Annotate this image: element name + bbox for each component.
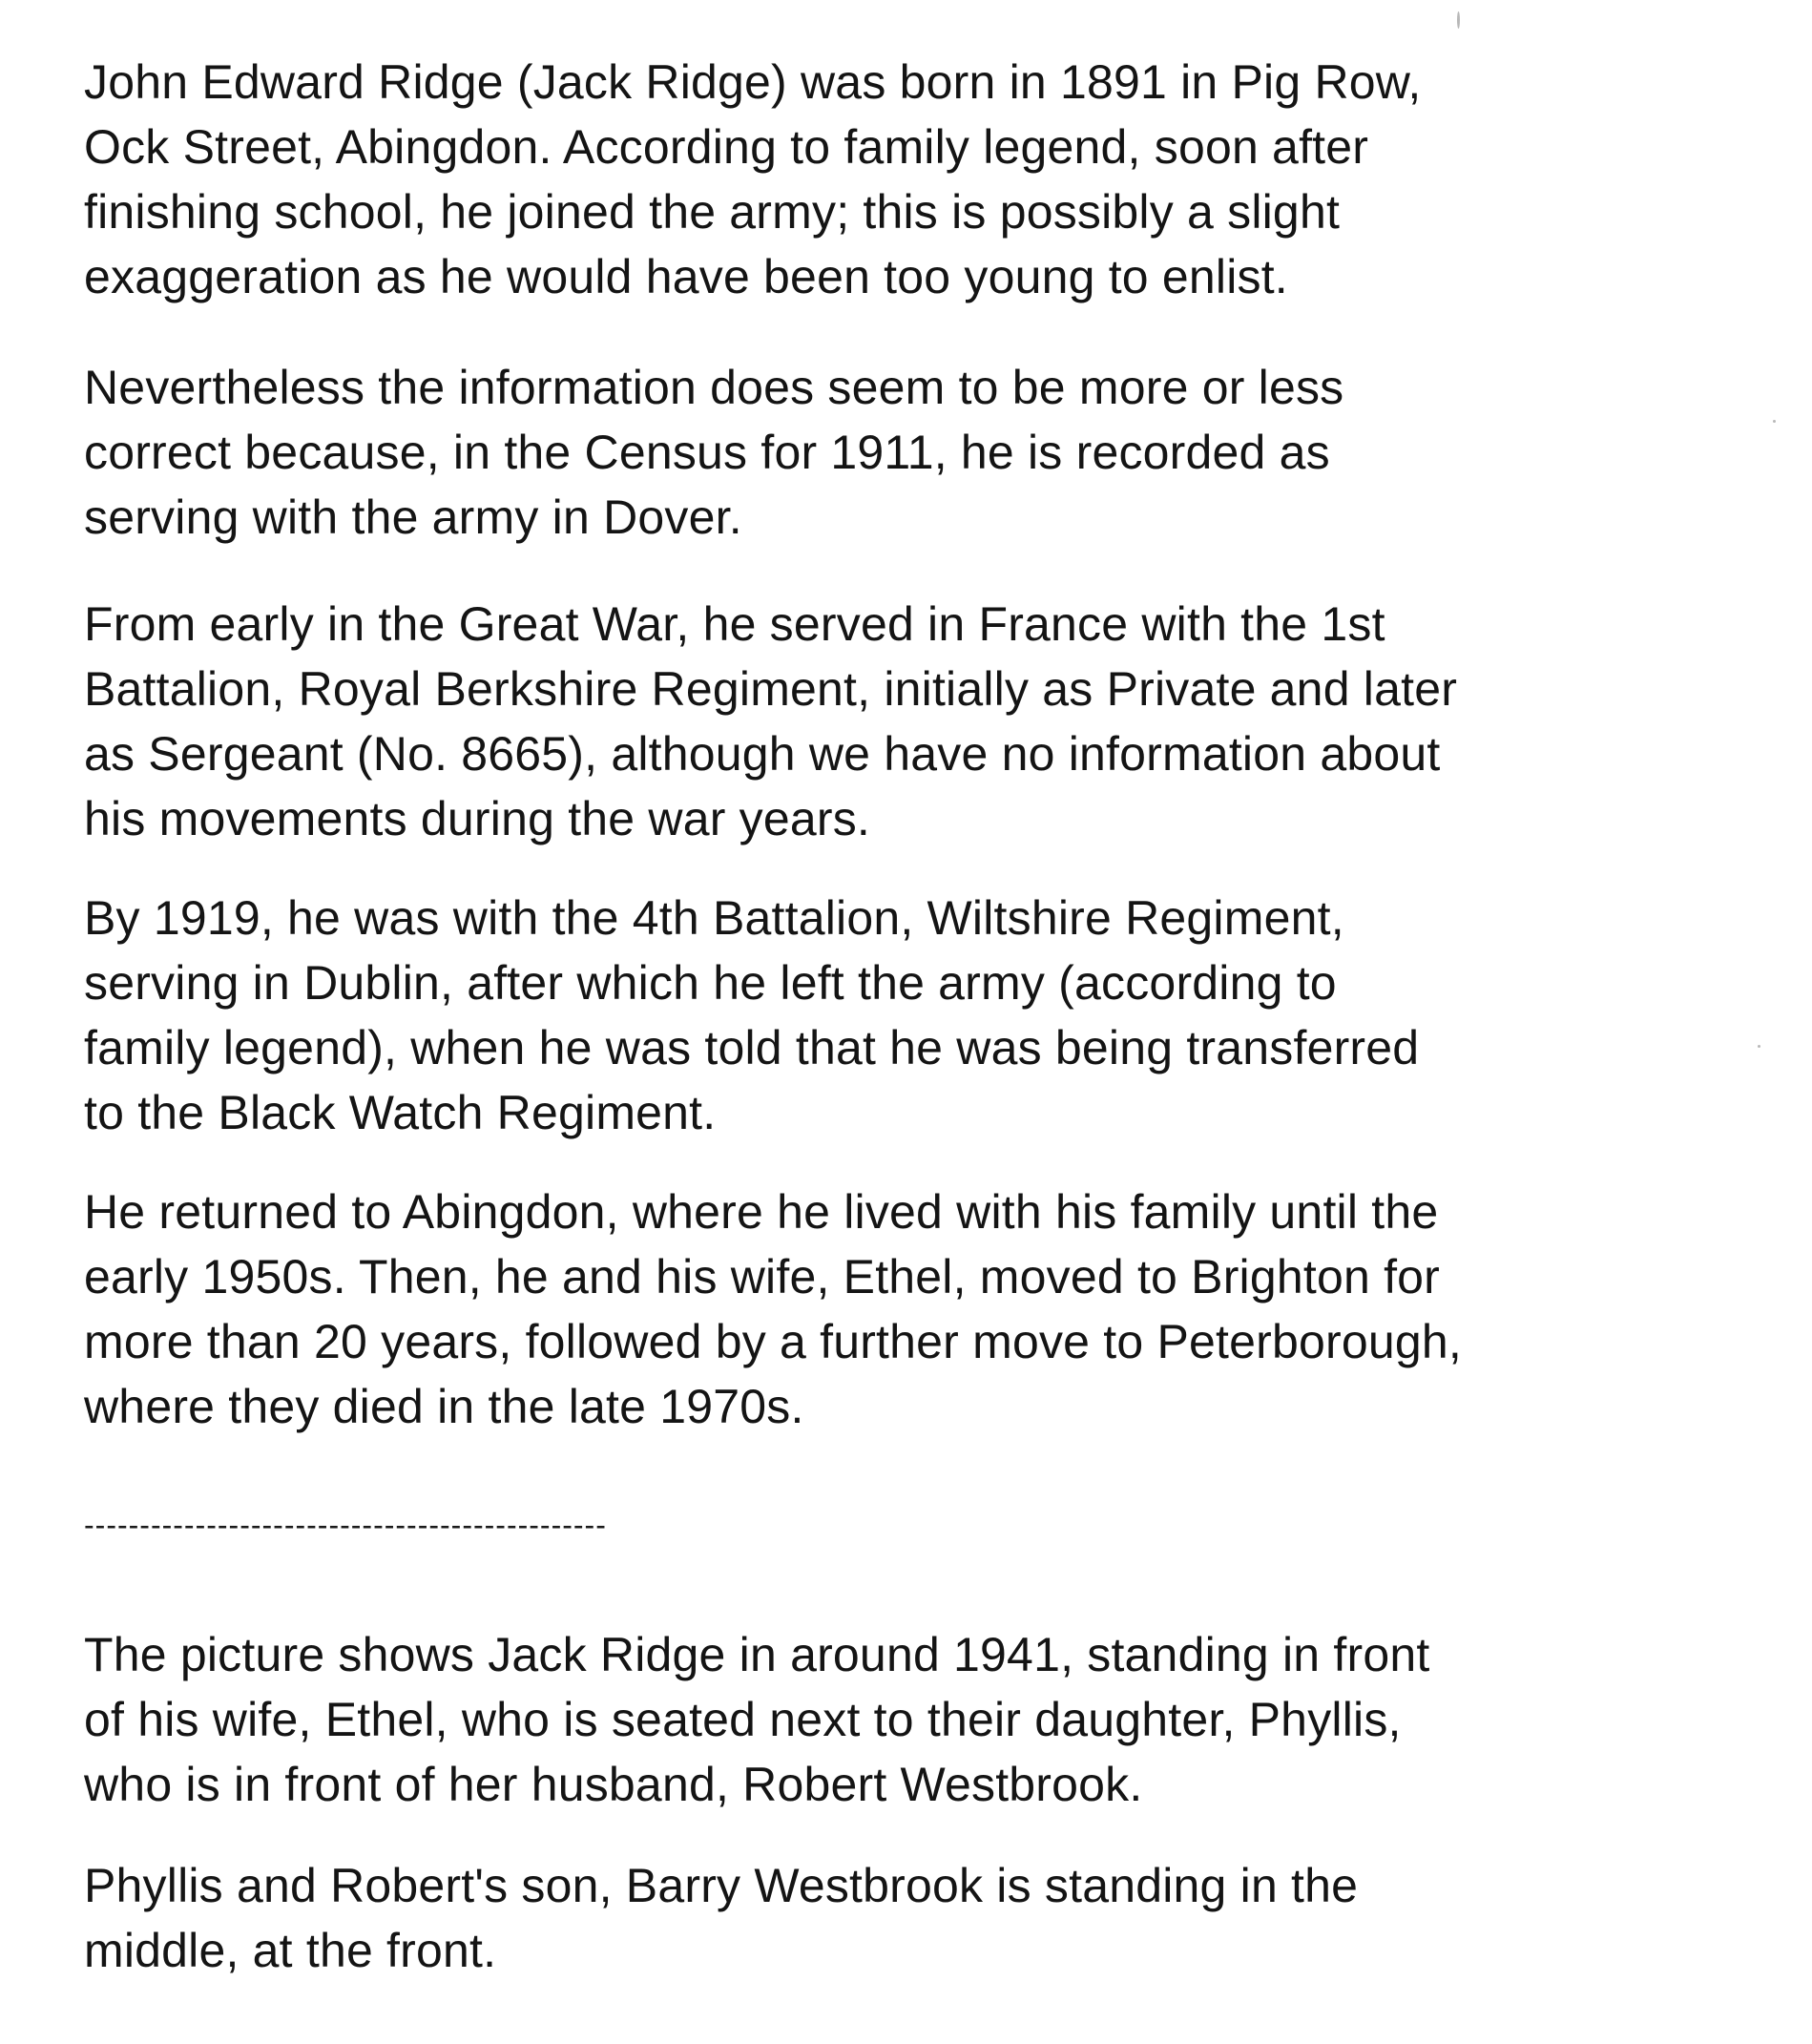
text-line: where they died in the late 1970s.: [84, 1380, 804, 1433]
text-line: serving in Dublin, after which he left the army (according to: [84, 956, 1337, 1010]
text-line: his movements during the war years.: [84, 792, 871, 845]
paragraph-birth: [84, 50, 1421, 309]
text-line: Nevertheless the information does seem to be more or less: [84, 361, 1344, 414]
paragraph-grandson: [84, 1853, 1358, 1983]
text-line: From early in the Great War, he served in France with the 1st: [84, 597, 1385, 651]
text-line: finishing school, he joined the army; this is possibly a slight: [84, 185, 1341, 239]
dashed-divider: -----------------------------------------------: [84, 1508, 607, 1542]
paragraph-census: [84, 355, 1343, 550]
text-line: Ock Street, Abingdon. According to family legend, soon after: [84, 120, 1369, 174]
text-line: The picture shows Jack Ridge in around 1941, standing in front: [84, 1628, 1430, 1681]
text-line: family legend), when he was told that he was being transferred: [84, 1021, 1420, 1074]
text-line: By 1919, he was with the 4th Battalion, Wiltshire Regiment,: [84, 891, 1344, 945]
scan-speck: [1758, 1045, 1760, 1048]
paragraph-1919: [84, 886, 1419, 1145]
text-line: more than 20 years, followed by a further move to Peterborough,: [84, 1315, 1462, 1368]
text-line: He returned to Abingdon, where he lived with his family until the: [84, 1185, 1439, 1239]
text-line: John Edward Ridge (Jack Ridge) was born in 1891 in Pig Row,: [84, 55, 1422, 109]
text-line: middle, at the front.: [84, 1924, 497, 1977]
scan-speck: [1457, 11, 1460, 29]
text-line: Phyllis and Robert's son, Barry Westbrook is standing in the: [84, 1859, 1359, 1912]
text-line: Battalion, Royal Berkshire Regiment, initially as Private and later: [84, 662, 1458, 716]
paragraph-great-war: [84, 592, 1457, 851]
paragraph-later-life: [84, 1179, 1462, 1439]
text-line: to the Black Watch Regiment.: [84, 1086, 717, 1139]
text-line: who is in front of her husband, Robert Westbrook.: [84, 1758, 1143, 1811]
text-line: as Sergeant (No. 8665), although we have no information about: [84, 727, 1441, 781]
text-line: correct because, in the Census for 1911, he is recorded as: [84, 426, 1330, 479]
scan-speck: [1773, 420, 1776, 423]
paragraph-picture-caption: [84, 1622, 1429, 1817]
text-line: early 1950s. Then, he and his wife, Ethel, moved to Brighton for: [84, 1250, 1441, 1304]
text-line: of his wife, Ethel, who is seated next to their daughter, Phyllis,: [84, 1693, 1402, 1746]
text-line: serving with the army in Dover.: [84, 490, 742, 544]
text-line: exaggeration as he would have been too young to enlist.: [84, 250, 1288, 303]
